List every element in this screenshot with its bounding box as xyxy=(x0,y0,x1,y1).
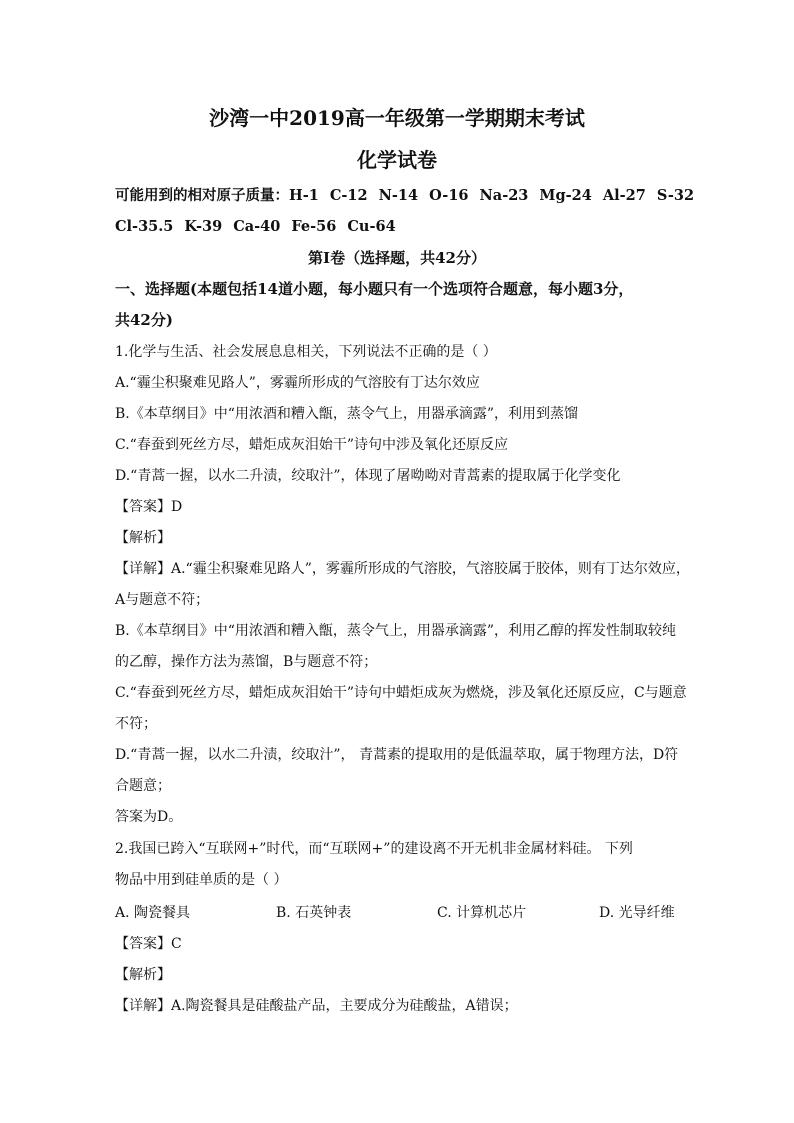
q1-detail-line: 不符； xyxy=(115,716,157,732)
q1-option-b: B.《本草纲目》中“用浓酒和糟入甑，蒸令气上，用器承滴露”，利用到蒸馏 xyxy=(115,406,579,422)
q2-stem-line-2: 物品中用到硅单质的是（ ） xyxy=(115,872,288,888)
q2-option-d: D. 光导纤维 xyxy=(599,905,675,921)
q2-answer: 【答案】C xyxy=(115,936,182,952)
q1-detail-line: D.“青蒿一握，以水二升渍，绞取汁”， 青蒿素的提取用的是低温萃取，属于物理方法，D符 xyxy=(115,747,679,763)
q1-analysis-label: 【解析】 xyxy=(115,530,171,546)
atomic-mass-line-2: Cl-35.5 K-39 Ca-40 Fe-56 Cu-64 xyxy=(115,218,396,235)
q1-conclusion: 答案为D。 xyxy=(115,809,183,825)
q2-analysis-label: 【解析】 xyxy=(115,967,171,983)
q1-detail-line: A与题意不符； xyxy=(115,592,210,608)
q2-option-c: C. 计算机芯片 xyxy=(437,905,527,921)
q1-detail-line: C.“春蚕到死丝方尽，蜡炬成灰泪始干”诗句中蜡炬成灰为燃烧，涉及氧化还原反应，C与题意 xyxy=(115,685,687,701)
q1-detail-line: 【详解】A.“霾尘积聚难见路人”，雾霾所形成的气溶胶，气溶胶属于胶体，则有丁达尔效应， xyxy=(115,561,690,577)
atomic-mass-line-1: 可能用到的相对原子质量：H-1 C-12 N-14 O-16 Na-23 Mg-24 Al-27 S-32 xyxy=(115,187,695,204)
part-title: 第Ⅰ卷（选择题，共42分） xyxy=(308,249,486,267)
exam-title: 沙湾一中2019高一年级第一学期期末考试 xyxy=(209,106,585,130)
q2-detail-line: 【详解】A.陶瓷餐具是硅酸盐产品，主要成分为硅酸盐，A错误； xyxy=(115,998,518,1014)
q2-option-b: B. 石英钟表 xyxy=(276,905,352,921)
q1-stem: 1.化学与生活、社会发展息息相关，下列说法不正确的是（ ） xyxy=(115,344,497,360)
q1-option-c: C.“春蚕到死丝方尽，蜡炬成灰泪始干”诗句中涉及氧化还原反应 xyxy=(115,437,508,453)
section-heading-line-1: 一、选择题(本题包括14道小题，每小题只有一个选项符合题意，每小题3分， xyxy=(115,280,634,298)
q2-stem-line-1: 2.我国已跨入“互联网+”时代，而“互联网+”的建设离不开无机非金属材料硅。 下列 xyxy=(115,841,633,857)
q1-detail-line: 合题意； xyxy=(115,778,171,794)
section-heading-line-2: 共42分) xyxy=(115,311,173,329)
q2-option-a: A. 陶瓷餐具 xyxy=(115,905,191,921)
q1-option-a: A.“霾尘积聚难见路人”，雾霾所形成的气溶胶有丁达尔效应 xyxy=(115,375,480,391)
q1-detail-line: 的乙醇，操作方法为蒸馏，B与题意不符； xyxy=(115,654,378,670)
q1-detail-line: B.《本草纲目》中“用浓酒和糟入甑，蒸令气上，用器承滴露”，利用乙醇的挥发性制取较纯 xyxy=(115,623,677,639)
q1-answer: 【答案】D xyxy=(115,499,183,515)
exam-subtitle: 化学试卷 xyxy=(357,148,437,172)
q1-option-d: D.“青蒿一握，以水二升渍，绞取汁”，体现了屠呦呦对青蒿素的提取属于化学变化 xyxy=(115,468,621,484)
